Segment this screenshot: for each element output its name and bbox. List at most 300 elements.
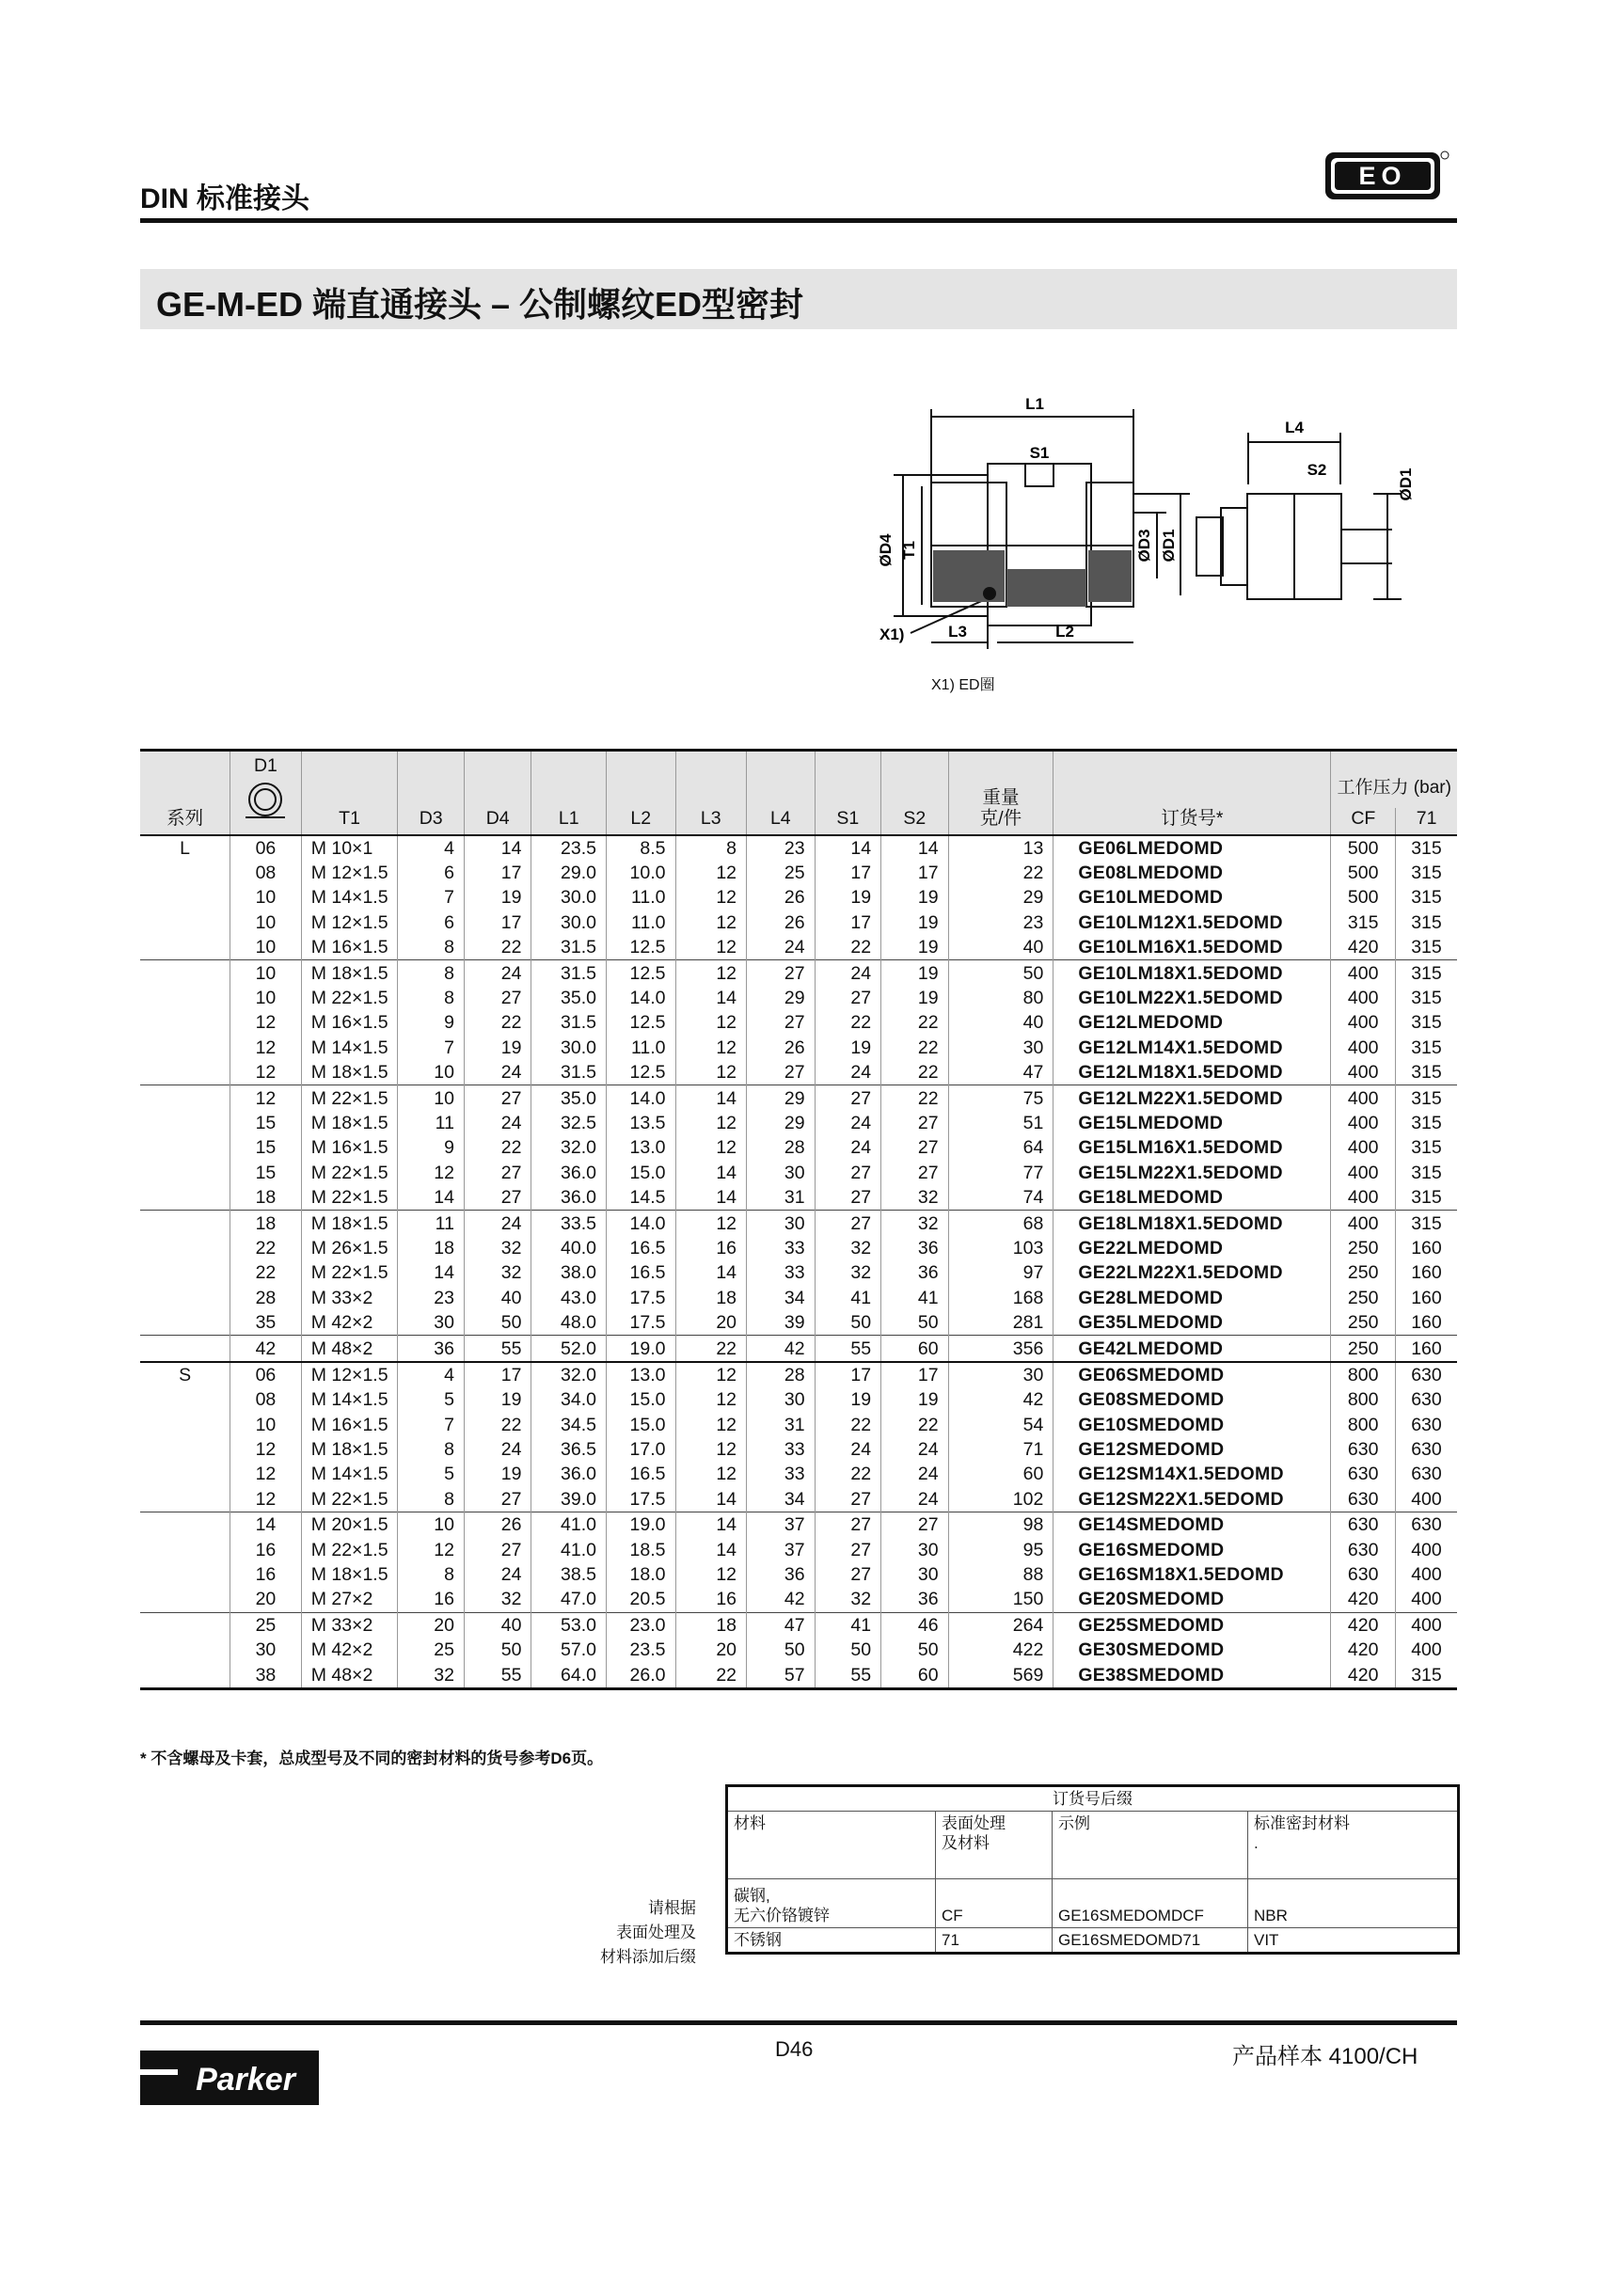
th-order: 订货号* [1053, 751, 1331, 835]
cell-s2: 14 [881, 835, 949, 861]
cell-w: 71 [948, 1437, 1053, 1462]
cell-code: GE08SMEDOMD [1053, 1387, 1331, 1412]
table-row [140, 1362, 1457, 1387]
cell-w: 264 [948, 1612, 1053, 1638]
cell-l2: 23.5 [606, 1638, 675, 1662]
cell-s2: 60 [881, 1336, 949, 1362]
table-row [140, 986, 1457, 1010]
cell-d1: 15 [230, 1161, 302, 1185]
th-l2: L2 [606, 751, 675, 835]
table-row [140, 1387, 1457, 1412]
cell-code: GE14SMEDOMD [1053, 1512, 1331, 1538]
cell-l1: 40.0 [531, 1236, 607, 1260]
th-pressure-label: 工作压力 (bar) [1337, 777, 1451, 798]
cell-l1: 32.0 [531, 1362, 607, 1387]
th-71: 71 [1395, 808, 1457, 834]
cell-s1: 24 [815, 1135, 881, 1160]
cell-l2: 20.5 [606, 1587, 675, 1612]
cell-t1: M 16×1.5 [301, 935, 398, 960]
tube-section-icon [246, 780, 285, 819]
table-row [140, 1185, 1457, 1211]
cell-v71: 160 [1395, 1260, 1457, 1285]
th-d4: D4 [464, 751, 531, 835]
cell-d1: 16 [230, 1562, 302, 1587]
label-S2: S2 [1307, 461, 1327, 479]
cell-l3: 12 [675, 1111, 747, 1135]
cell-d4: 24 [464, 960, 531, 986]
cell-cf: 500 [1331, 835, 1395, 861]
drawing-caption: X1) ED圈 [931, 677, 995, 693]
cell-l2: 11.0 [606, 1036, 675, 1060]
cell-cf: 400 [1331, 1185, 1395, 1211]
cell-t1: M 18×1.5 [301, 1111, 398, 1135]
table-row [140, 1487, 1457, 1512]
cell-l1: 36.0 [531, 1161, 607, 1185]
th-s2: S2 [881, 751, 949, 835]
th-s1: S1 [815, 751, 881, 835]
cell-d3: 8 [398, 1487, 465, 1512]
cell-l3: 12 [675, 960, 747, 986]
cell-s1: 27 [815, 986, 881, 1010]
cell-series [140, 910, 230, 935]
cell-d1: 15 [230, 1111, 302, 1135]
cell-l4: 29 [747, 986, 816, 1010]
cell-s1: 17 [815, 861, 881, 885]
cell-s1: 50 [815, 1310, 881, 1336]
cell-code: GE42LMEDOMD [1053, 1336, 1331, 1362]
cell-l3: 12 [675, 861, 747, 885]
cell-code: GE06LMEDOMD [1053, 835, 1331, 861]
cell-l3: 12 [675, 1010, 747, 1035]
cell-code: GE22LM22X1.5EDOMD [1053, 1260, 1331, 1285]
cell-d3: 10 [398, 1060, 465, 1085]
suffix-r2-surface: 71 [936, 1928, 1053, 1954]
cell-series [140, 1412, 230, 1436]
cell-code: GE38SMEDOMD [1053, 1662, 1331, 1688]
cell-l3: 16 [675, 1236, 747, 1260]
cell-d4: 24 [464, 1111, 531, 1135]
cell-l4: 39 [747, 1310, 816, 1336]
cell-t1: M 22×1.5 [301, 986, 398, 1010]
cell-s1: 27 [815, 1161, 881, 1185]
cell-s1: 22 [815, 1412, 881, 1436]
cell-l4: 30 [747, 1161, 816, 1185]
cell-s2: 30 [881, 1537, 949, 1561]
cell-l4: 25 [747, 861, 816, 885]
cell-s1: 22 [815, 935, 881, 960]
label-L3: L3 [948, 623, 967, 641]
table-row [140, 1260, 1457, 1285]
cell-cf: 400 [1331, 1211, 1395, 1236]
cell-d4: 55 [464, 1662, 531, 1688]
cell-code: GE10LM12X1.5EDOMD [1053, 910, 1331, 935]
cell-l1: 35.0 [531, 1085, 607, 1111]
cell-d4: 19 [464, 1462, 531, 1486]
cell-w: 22 [948, 861, 1053, 885]
cell-l4: 27 [747, 1010, 816, 1035]
cell-d1: 18 [230, 1185, 302, 1211]
cell-series [140, 1310, 230, 1336]
cell-d4: 24 [464, 1562, 531, 1587]
cell-l4: 26 [747, 1036, 816, 1060]
cell-series [140, 1085, 230, 1111]
cell-d3: 4 [398, 1362, 465, 1387]
cell-w: 29 [948, 885, 1053, 910]
cell-d3: 8 [398, 935, 465, 960]
cell-cf: 630 [1331, 1562, 1395, 1587]
cell-code: GE10LM18X1.5EDOMD [1053, 960, 1331, 986]
cell-s2: 19 [881, 1387, 949, 1412]
cell-d3: 10 [398, 1085, 465, 1111]
cell-d1: 12 [230, 1437, 302, 1462]
cell-l4: 26 [747, 885, 816, 910]
cell-d3: 7 [398, 885, 465, 910]
cell-code: GE10LM16X1.5EDOMD [1053, 935, 1331, 960]
cell-d1: 20 [230, 1587, 302, 1612]
parker-logo-text: Parker [196, 2062, 295, 2098]
cell-s2: 41 [881, 1286, 949, 1310]
cell-series [140, 1211, 230, 1236]
cell-cf: 420 [1331, 1638, 1395, 1662]
suffix-h-example: 示例 [1053, 1812, 1248, 1879]
cell-w: 75 [948, 1085, 1053, 1111]
cell-d3: 18 [398, 1236, 465, 1260]
cell-l3: 12 [675, 1135, 747, 1160]
cell-w: 88 [948, 1562, 1053, 1587]
cell-d3: 14 [398, 1260, 465, 1285]
table-row [140, 861, 1457, 885]
cell-l4: 29 [747, 1085, 816, 1111]
cell-code: GE35LMEDOMD [1053, 1310, 1331, 1336]
cell-series [140, 885, 230, 910]
th-l1: L1 [531, 751, 607, 835]
cell-code: GE16SM18X1.5EDOMD [1053, 1562, 1331, 1587]
cell-code: GE12LM22X1.5EDOMD [1053, 1085, 1331, 1111]
cell-l2: 14.0 [606, 1211, 675, 1236]
cell-v71: 315 [1395, 1060, 1457, 1085]
cell-t1: M 22×1.5 [301, 1085, 398, 1111]
cell-series [140, 1135, 230, 1160]
cell-s2: 19 [881, 910, 949, 935]
cell-w: 168 [948, 1286, 1053, 1310]
cell-l2: 19.0 [606, 1512, 675, 1538]
suffix-r1-material: 碳钢, 无六价铬镀锌 [727, 1879, 936, 1928]
suffix-instruction [527, 1896, 696, 1970]
cell-l3: 18 [675, 1612, 747, 1638]
label-X1: X1) [879, 625, 905, 643]
cell-s1: 27 [815, 1537, 881, 1561]
cell-l2: 16.5 [606, 1260, 675, 1285]
th-weight-line1: 重量 [982, 786, 1020, 808]
cell-v71: 315 [1395, 861, 1457, 885]
cell-v71: 315 [1395, 1185, 1457, 1211]
cell-l2: 18.0 [606, 1562, 675, 1587]
cell-code: GE18LM18X1.5EDOMD [1053, 1211, 1331, 1236]
cell-series [140, 861, 230, 885]
cell-d1: 12 [230, 1010, 302, 1035]
cell-s2: 32 [881, 1211, 949, 1236]
section-title: GE-M-ED 端直通接头 – 公制螺纹ED型密封 [156, 285, 804, 324]
cell-v71: 315 [1395, 1211, 1457, 1236]
cell-l2: 16.5 [606, 1462, 675, 1486]
cell-l2: 17.5 [606, 1286, 675, 1310]
cell-v71: 630 [1395, 1462, 1457, 1486]
cell-d1: 12 [230, 1085, 302, 1111]
cell-t1: M 22×1.5 [301, 1161, 398, 1185]
cell-l2: 17.0 [606, 1437, 675, 1462]
cell-d4: 22 [464, 935, 531, 960]
cell-l1: 35.0 [531, 986, 607, 1010]
th-d1-label: D1 [253, 755, 277, 776]
label-S1: S1 [1029, 444, 1050, 462]
cell-s1: 22 [815, 1010, 881, 1035]
label-L2: L2 [1055, 623, 1074, 641]
cell-series [140, 1638, 230, 1662]
cell-l4: 29 [747, 1111, 816, 1135]
cell-series [140, 1512, 230, 1538]
cell-w: 54 [948, 1412, 1053, 1436]
cell-t1: M 22×1.5 [301, 1487, 398, 1512]
table-row [140, 1437, 1457, 1462]
cell-d3: 6 [398, 861, 465, 885]
cell-l2: 13.0 [606, 1135, 675, 1160]
cell-l2: 12.5 [606, 1010, 675, 1035]
cell-l1: 52.0 [531, 1336, 607, 1362]
table-row [140, 1161, 1457, 1185]
suffix-instruction-text: 请根据 表面处理及 材料添加后缀 [600, 1899, 696, 1966]
cell-l4: 27 [747, 960, 816, 986]
cell-d3: 36 [398, 1336, 465, 1362]
cell-l4: 28 [747, 1362, 816, 1387]
cell-d1: 08 [230, 1387, 302, 1412]
cell-cf: 315 [1331, 910, 1395, 935]
cell-l2: 12.5 [606, 1060, 675, 1085]
table-row [140, 1010, 1457, 1035]
cell-series [140, 1185, 230, 1211]
cell-code: GE10LMEDOMD [1053, 885, 1331, 910]
cell-l2: 15.0 [606, 1412, 675, 1436]
suffix-r2-material: 不锈钢 [727, 1928, 936, 1954]
suffix-r2-seal: VIT [1248, 1928, 1459, 1954]
cell-cf: 800 [1331, 1362, 1395, 1387]
cell-cf: 400 [1331, 960, 1395, 986]
cell-l1: 38.0 [531, 1260, 607, 1285]
cell-cf: 400 [1331, 1111, 1395, 1135]
cell-s2: 22 [881, 1036, 949, 1060]
cell-d4: 22 [464, 1412, 531, 1436]
cell-l4: 30 [747, 1211, 816, 1236]
cell-series [140, 1662, 230, 1688]
cell-d1: 35 [230, 1310, 302, 1336]
cell-code: GE08LMEDOMD [1053, 861, 1331, 885]
table-row [140, 1562, 1457, 1587]
cell-v71: 315 [1395, 1662, 1457, 1688]
cell-d3: 6 [398, 910, 465, 935]
cell-t1: M 18×1.5 [301, 1562, 398, 1587]
cell-t1: M 27×2 [301, 1587, 398, 1612]
cell-w: 30 [948, 1036, 1053, 1060]
cell-l2: 12.5 [606, 935, 675, 960]
cell-v71: 160 [1395, 1236, 1457, 1260]
cell-d1: 16 [230, 1537, 302, 1561]
cell-s2: 36 [881, 1587, 949, 1612]
table-row [140, 1211, 1457, 1236]
cell-s1: 27 [815, 1085, 881, 1111]
cell-d4: 19 [464, 1036, 531, 1060]
label-D3: ØD3 [1135, 529, 1153, 562]
cell-code: GE12SMEDOMD [1053, 1437, 1331, 1462]
cell-l1: 31.5 [531, 1060, 607, 1085]
cell-t1: M 16×1.5 [301, 1412, 398, 1436]
cell-d3: 12 [398, 1537, 465, 1561]
cell-s1: 19 [815, 885, 881, 910]
cell-l1: 36.0 [531, 1462, 607, 1486]
suffix-r1-seal: NBR [1248, 1879, 1459, 1928]
cell-series [140, 1036, 230, 1060]
cell-d4: 17 [464, 910, 531, 935]
cell-t1: M 20×1.5 [301, 1512, 398, 1538]
cell-series [140, 1462, 230, 1486]
cell-d3: 8 [398, 1437, 465, 1462]
cell-d1: 10 [230, 910, 302, 935]
cell-w: 23 [948, 910, 1053, 935]
cell-d3: 7 [398, 1412, 465, 1436]
cell-l1: 41.0 [531, 1537, 607, 1561]
cell-l3: 22 [675, 1662, 747, 1688]
cell-code: GE16SMEDOMD [1053, 1537, 1331, 1561]
cell-cf: 630 [1331, 1512, 1395, 1538]
cell-d1: 10 [230, 935, 302, 960]
cell-l3: 12 [675, 1462, 747, 1486]
cell-v71: 400 [1395, 1562, 1457, 1587]
cell-l2: 18.5 [606, 1537, 675, 1561]
cell-d1: 06 [230, 1362, 302, 1387]
cell-l1: 31.5 [531, 935, 607, 960]
cell-cf: 420 [1331, 1587, 1395, 1612]
cell-s2: 46 [881, 1612, 949, 1638]
th-l3: L3 [675, 751, 747, 835]
cell-l1: 32.5 [531, 1111, 607, 1135]
cell-l4: 50 [747, 1638, 816, 1662]
table-row [140, 960, 1457, 986]
cell-d4: 27 [464, 986, 531, 1010]
cell-l2: 13.0 [606, 1362, 675, 1387]
cell-cf: 250 [1331, 1236, 1395, 1260]
cell-s2: 19 [881, 885, 949, 910]
cell-l3: 12 [675, 1211, 747, 1236]
cell-cf: 400 [1331, 1036, 1395, 1060]
cell-v71: 315 [1395, 1036, 1457, 1060]
cell-s2: 27 [881, 1111, 949, 1135]
cell-w: 40 [948, 1010, 1053, 1035]
cell-l2: 14.0 [606, 986, 675, 1010]
cell-t1: M 10×1 [301, 835, 398, 861]
suffix-table [725, 1784, 1457, 1955]
cell-t1: M 18×1.5 [301, 1211, 398, 1236]
cell-s1: 24 [815, 960, 881, 986]
cell-d4: 50 [464, 1310, 531, 1336]
cell-l2: 11.0 [606, 910, 675, 935]
suffix-h-surface: 表面处理 及材料 [936, 1812, 1053, 1879]
cell-code: GE28LMEDOMD [1053, 1286, 1331, 1310]
cell-s2: 22 [881, 1060, 949, 1085]
cell-d4: 32 [464, 1236, 531, 1260]
cell-l3: 14 [675, 1512, 747, 1538]
page-number: D46 [775, 2037, 814, 2061]
cell-d3: 4 [398, 835, 465, 861]
cell-d1: 18 [230, 1211, 302, 1236]
cell-s1: 19 [815, 1387, 881, 1412]
cell-d1: 10 [230, 960, 302, 986]
cell-l4: 47 [747, 1612, 816, 1638]
cell-w: 47 [948, 1060, 1053, 1085]
cell-series [140, 1161, 230, 1185]
table-row [140, 1111, 1457, 1135]
cell-t1: M 33×2 [301, 1286, 398, 1310]
cell-v71: 160 [1395, 1336, 1457, 1362]
cell-l2: 19.0 [606, 1336, 675, 1362]
cell-s2: 32 [881, 1185, 949, 1211]
cell-d4: 40 [464, 1612, 531, 1638]
cell-code: GE22LMEDOMD [1053, 1236, 1331, 1260]
cell-w: 77 [948, 1161, 1053, 1185]
cell-series [140, 986, 230, 1010]
cell-l1: 47.0 [531, 1587, 607, 1612]
cell-code: GE10SMEDOMD [1053, 1412, 1331, 1436]
cell-w: 569 [948, 1662, 1053, 1688]
cell-d3: 11 [398, 1111, 465, 1135]
cell-w: 103 [948, 1236, 1053, 1260]
footer-rule [140, 2020, 1457, 2025]
cell-l4: 37 [747, 1537, 816, 1561]
cell-s1: 27 [815, 1487, 881, 1512]
cell-l3: 12 [675, 935, 747, 960]
cell-code: GE12LMEDOMD [1053, 1010, 1331, 1035]
cell-l2: 10.0 [606, 861, 675, 885]
cell-s1: 27 [815, 1512, 881, 1538]
label-D4: ØD4 [877, 533, 895, 567]
cell-d4: 26 [464, 1512, 531, 1538]
table-row [140, 1537, 1457, 1561]
cell-s1: 32 [815, 1260, 881, 1285]
cell-cf: 400 [1331, 1060, 1395, 1085]
cell-w: 64 [948, 1135, 1053, 1160]
cell-l4: 33 [747, 1437, 816, 1462]
th-series: 系列 [166, 807, 204, 829]
cell-l4: 31 [747, 1412, 816, 1436]
cell-v71: 630 [1395, 1362, 1457, 1387]
cell-d3: 9 [398, 1010, 465, 1035]
cell-code: GE12LM14X1.5EDOMD [1053, 1036, 1331, 1060]
cell-v71: 160 [1395, 1310, 1457, 1336]
cell-s1: 41 [815, 1286, 881, 1310]
cell-d4: 17 [464, 1362, 531, 1387]
cell-s2: 22 [881, 1412, 949, 1436]
table-row [140, 1085, 1457, 1111]
cell-w: 74 [948, 1185, 1053, 1211]
cell-d1: 22 [230, 1236, 302, 1260]
cell-d4: 40 [464, 1286, 531, 1310]
table-row [140, 1512, 1457, 1538]
cell-d4: 27 [464, 1185, 531, 1211]
th-l4: L4 [747, 751, 816, 835]
table-row [140, 1412, 1457, 1436]
label-L1: L1 [1025, 395, 1044, 413]
spec-table [140, 749, 1457, 1690]
table-row [140, 910, 1457, 935]
eo-logo-text: EO [1358, 162, 1407, 190]
cell-series: L [180, 837, 191, 859]
